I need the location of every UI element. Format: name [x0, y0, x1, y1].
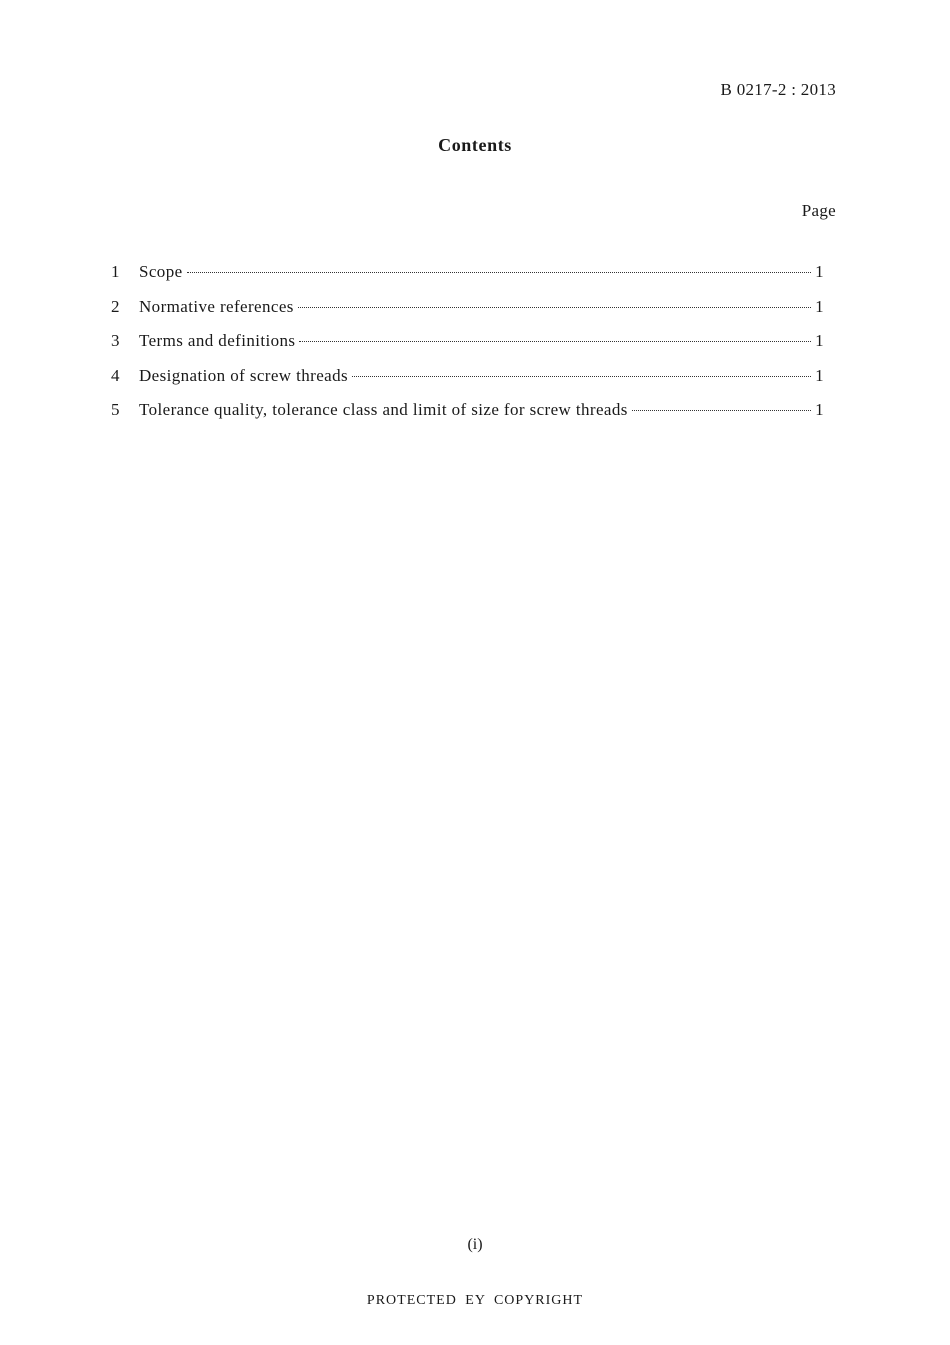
copyright-notice: PROTECTED EY COPYRIGHT — [366, 1293, 584, 1308]
toc-entry-title: Scope — [139, 262, 183, 281]
toc-entry-page: 1 — [815, 331, 824, 350]
page-column-heading: Page — [801, 201, 836, 220]
toc-dot-leader — [299, 341, 811, 342]
toc-entry-number: 4 — [111, 365, 120, 385]
toc-dot-leader — [632, 410, 811, 411]
toc-entry-title: Tolerance quality, tolerance class and limit of size for screw threads — [139, 400, 628, 419]
toc-entry-page: 1 — [815, 296, 824, 316]
toc-entry-tolerance[interactable] — [111, 400, 824, 435]
toc-entry-title: Normative references — [139, 296, 294, 316]
toc-entry-number: 3 — [111, 331, 120, 350]
toc-entry-page: 1 — [815, 262, 824, 281]
page-number: (i) — [467, 1236, 483, 1253]
toc-entry-normative-references[interactable] — [111, 297, 824, 332]
toc-entry-designation[interactable] — [111, 366, 824, 401]
contents-title: Contents — [438, 135, 512, 155]
document-id: B 0217-2 : 2013 — [720, 80, 836, 99]
toc-entry-page: 1 — [815, 365, 824, 385]
toc-dot-leader — [187, 272, 812, 273]
table-of-contents — [111, 262, 824, 435]
toc-entry-page: 1 — [815, 400, 824, 419]
toc-dot-leader — [352, 376, 811, 377]
toc-dot-leader — [298, 307, 811, 308]
toc-entry-number: 1 — [111, 262, 120, 281]
toc-entry-title: Terms and definitions — [139, 331, 296, 350]
toc-entry-number: 2 — [111, 296, 120, 316]
toc-entry-terms-and-definitions[interactable] — [111, 331, 824, 366]
toc-entry-title: Designation of screw threads — [139, 365, 348, 385]
toc-entry-number: 5 — [111, 400, 120, 419]
toc-entry-scope[interactable] — [111, 262, 824, 297]
